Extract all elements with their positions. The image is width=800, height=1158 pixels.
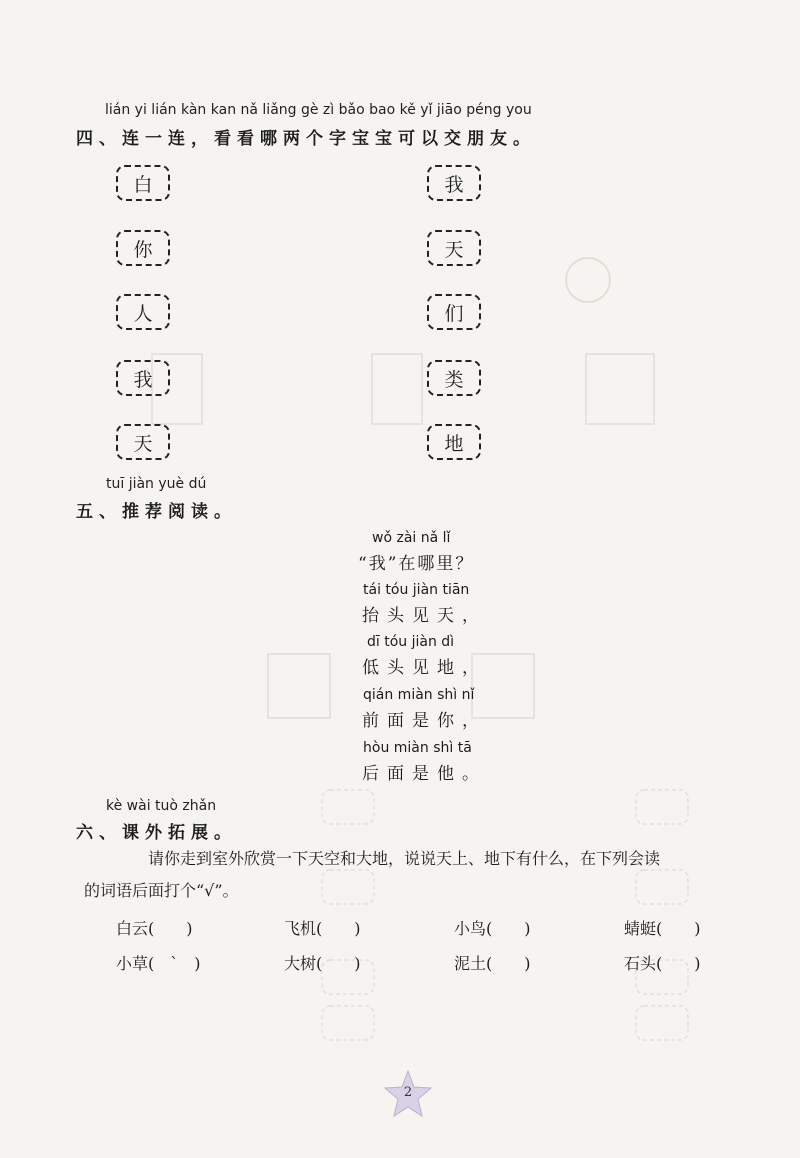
poem-line: 前面是你，: [362, 711, 487, 731]
right-char-box[interactable]: 们: [427, 294, 481, 330]
section4-pinyin: lián yi lián kàn kan nǎ liǎng gè zì bǎo bao kě yǐ jiāo péng you: [105, 102, 532, 118]
section6-heading: 六、课外拓展。: [76, 823, 237, 843]
right-char-box[interactable]: 地: [427, 424, 481, 460]
section4-heading: 四、连一连，看看哪两个字宝宝可以交朋友。: [76, 129, 536, 149]
poem-title-pinyin: wǒ zài nǎ lǐ: [372, 530, 451, 546]
right-char-box[interactable]: 类: [427, 360, 481, 396]
page-number-star: [381, 1068, 435, 1122]
poem-line: 后面是他。: [362, 764, 487, 784]
poem-line-pinyin: dī tóu jiàn dì: [367, 634, 455, 650]
checkbox-item[interactable]: 飞机( ): [284, 919, 361, 938]
section5-heading: 五、推荐阅读。: [76, 502, 237, 522]
instruction-line-1: 请你走到室外欣赏一下天空和大地，说说天上、地下有什么，在下列会读: [148, 849, 661, 868]
checkbox-item[interactable]: 石头( ): [624, 954, 701, 973]
checkbox-item[interactable]: 小草( ` ): [116, 954, 201, 973]
poem-line-pinyin: tái tóu jiàn tiān: [363, 582, 470, 598]
left-char-box[interactable]: 我: [116, 360, 170, 396]
poem-line: 低头见地，: [362, 658, 487, 678]
right-char-box[interactable]: 我: [427, 165, 481, 201]
checkbox-item[interactable]: 大树( ): [284, 954, 361, 973]
left-char-box[interactable]: 天: [116, 424, 170, 460]
checkbox-item[interactable]: 白云( ): [116, 919, 193, 938]
section5-pinyin: tuī jiàn yuè dú: [106, 476, 207, 492]
left-char-box[interactable]: 人: [116, 294, 170, 330]
page-number: 2: [403, 1085, 413, 1100]
poem-line-pinyin: hòu miàn shì tā: [363, 740, 472, 756]
checkbox-item[interactable]: 泥土( ): [454, 954, 531, 973]
poem-line-pinyin: qián miàn shì nǐ: [363, 687, 475, 703]
left-char-box[interactable]: 白: [116, 165, 170, 201]
checkbox-item[interactable]: 小鸟( ): [454, 919, 531, 938]
left-char-box[interactable]: 你: [116, 230, 170, 266]
checkbox-item[interactable]: 蜻蜓( ): [624, 919, 701, 938]
poem-line: 抬头见天，: [362, 606, 487, 626]
poem-title: “我”在哪里？: [358, 554, 475, 574]
instruction-line-2: 的词语后面打个“√”。: [84, 881, 239, 900]
right-char-box[interactable]: 天: [427, 230, 481, 266]
section6-pinyin: kè wài tuò zhǎn: [106, 798, 217, 814]
